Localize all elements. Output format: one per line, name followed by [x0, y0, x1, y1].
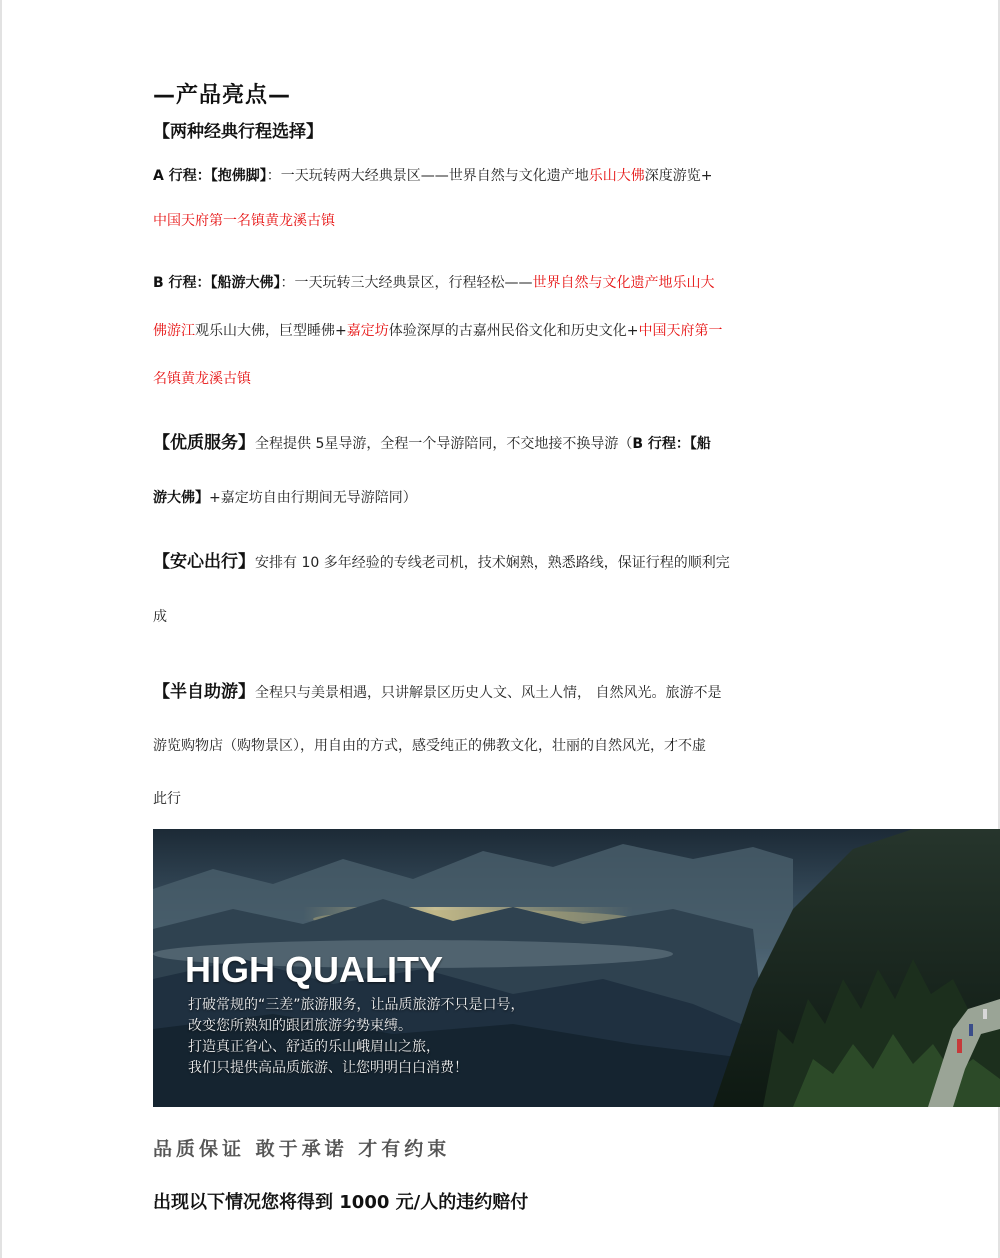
banner-line: 打造真正省心、舒适的乐山峨眉山之旅， [188, 1039, 440, 1055]
service-line2-bold: 游大佛】 [153, 490, 209, 506]
route-b-line1-text: ：一天玩转三大经典景区，行程轻松—— [280, 275, 533, 291]
semi-paragraph [153, 679, 845, 812]
service-line1-text: 全程提供 5星导游，全程一个导游陪同，不交地接不换导游（ [255, 436, 633, 452]
safe-label: 【安心出行】 [153, 552, 255, 572]
route-a-line2-red: 中国天府第一名镇黄龙溪古镇 [153, 213, 335, 229]
page-edge-left [0, 0, 2, 1258]
semi-line3-text: 此行 [153, 791, 181, 807]
banner-line: 我们只提供高品质旅游、让您明明白白消费！ [188, 1060, 468, 1076]
route-a-line1-red: 乐山大佛 [588, 168, 645, 184]
service-label: 【优质服务】 [153, 433, 255, 453]
route-b-line3-red: 名镇黄龙溪古镇 [153, 371, 251, 387]
page-title: —产品亮点— [153, 83, 292, 108]
route-a-paragraph [153, 165, 845, 232]
semi-line1-text: 全程只与美景相遇，只讲解景区历史人文、风土人情， 自然风光。旅游不是 [255, 685, 722, 701]
route-b-line1-red: 世界自然与文化遗产地乐山大 [532, 275, 715, 291]
route-b-line2-text1: 观乐山大佛，巨型睡佛+ [195, 323, 347, 339]
service-paragraph [153, 430, 845, 511]
section-label-routes: 【两种经典行程选择】 [153, 122, 323, 142]
route-b-paragraph [153, 272, 845, 390]
route-b-label: B 行程：【船游大佛】 [153, 275, 281, 291]
service-line1-bold: B 行程：【船 [632, 436, 711, 452]
safe-line1-text: 安排有 10 多年经验的专线老司机，技术娴熟，熟悉路线，保证行程的顺利完 [255, 555, 730, 571]
banner-line: 改变您所熟知的跟团旅游劣势束缚。 [188, 1018, 412, 1034]
safe-line2-text: 成 [153, 609, 167, 625]
semi-line2-text: 游览购物店（购物景区），用自由的方式，感受纯正的佛教文化，壮丽的自然风光，才不虚 [153, 738, 706, 754]
quality-slogan: 品质保证 敢于承诺 才有约束 [153, 1138, 451, 1160]
service-line2-text: +嘉定坊自由行期间无导游陪同） [209, 490, 417, 506]
route-a-label: A 行程：【抱佛脚】 [153, 168, 267, 184]
route-b-line2-red: 佛游江 [153, 323, 195, 339]
banner-text-block [188, 995, 525, 1079]
banner-image [153, 829, 1000, 1107]
banner-title: HIGH QUALITY [185, 949, 443, 990]
safe-paragraph [153, 549, 845, 630]
route-b-line2-text2: 体验深厚的古嘉州民俗文化和历史文化+ [388, 323, 639, 339]
route-b-line2-red2: 嘉定坊 [346, 323, 389, 339]
route-a-line1-text: ：一天玩转两大经典景区——世界自然与文化遗产地 [266, 168, 589, 184]
semi-label: 【半自助游】 [153, 682, 255, 702]
route-a-line1-tail: 深度游览+ [644, 168, 713, 184]
route-b-line2-red3: 中国天府第一 [638, 323, 723, 339]
banner-line: 打破常规的“三差”旅游服务，让品质旅游不只是口号， [188, 997, 525, 1013]
penalty-heading: 出现以下情况您将得到 1000 元/人的违约赔付 [153, 1192, 529, 1213]
